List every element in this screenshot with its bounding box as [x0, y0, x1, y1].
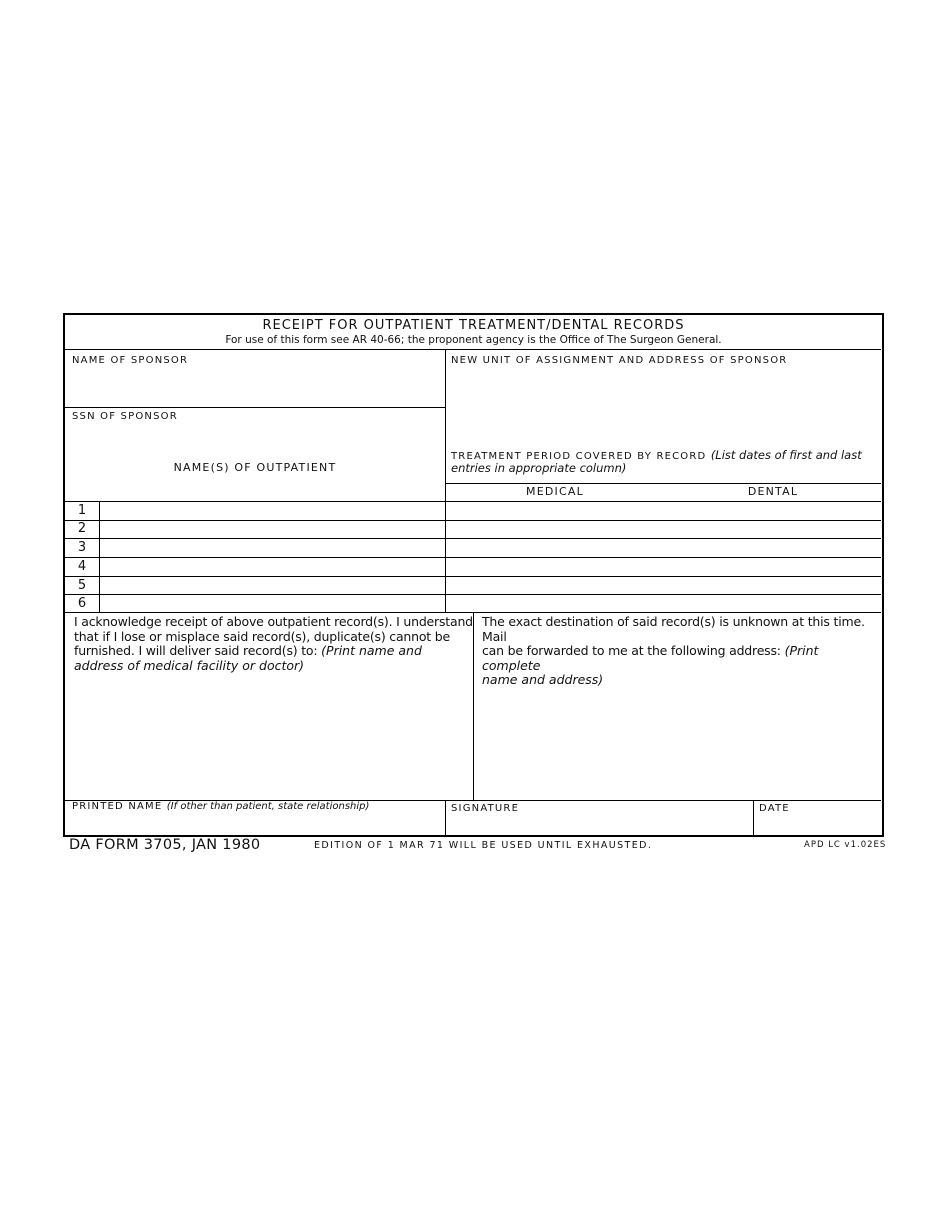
treatment-period-note: (List dates of first and last — [710, 448, 862, 462]
outpatient-name-input[interactable] — [101, 539, 443, 556]
outpatient-name-input[interactable] — [101, 558, 443, 575]
outpatient-name-input[interactable] — [101, 521, 443, 538]
acknowledge-line: I acknowledge receipt of above outpatient record(s). I understand — [74, 614, 473, 629]
outpatient-name-input[interactable] — [101, 502, 443, 519]
version-label: APD LC v1.02ES — [804, 840, 887, 850]
deliver-to-address-input[interactable] — [71, 677, 469, 795]
divider — [65, 349, 881, 350]
treatment-dates-input[interactable] — [447, 558, 879, 575]
destination-line-text: can be forwarded to me at the following address: — [482, 643, 785, 658]
acknowledge-instruction: address of medical facility or doctor) — [74, 657, 305, 673]
row-number: 2 — [77, 521, 87, 536]
acknowledge-instruction: (Print name and — [321, 643, 422, 658]
printed-name-title: PRINTED NAME — [72, 801, 163, 812]
form-title: RECEIPT FOR OUTPATIENT TREATMENT/DENTAL RECORDS — [262, 318, 685, 333]
receipt-form — [63, 313, 884, 837]
printed-name-label — [72, 801, 369, 812]
treatment-dates-input[interactable] — [447, 521, 879, 538]
destination-instruction: (Print complete — [482, 643, 819, 673]
treatment-dates-input[interactable] — [447, 595, 879, 611]
row-number: 1 — [77, 503, 87, 518]
treatment-dates-input[interactable] — [447, 502, 879, 519]
destination-line: The exact destination of said record(s) is unknown at this time. Mail — [482, 614, 865, 644]
sponsor-ssn-input[interactable] — [69, 425, 441, 445]
divider — [445, 349, 446, 612]
divider — [753, 800, 754, 836]
signature-label: SIGNATURE — [451, 803, 520, 814]
acknowledge-text — [74, 615, 474, 673]
printed-name-input[interactable] — [69, 814, 441, 834]
acknowledge-line-text: furnished. I will deliver said record(s) to: — [74, 643, 322, 658]
sponsor-name-input[interactable] — [69, 369, 441, 405]
treatment-dates-input[interactable] — [447, 577, 879, 594]
date-input[interactable] — [755, 816, 879, 834]
acknowledge-line — [74, 644, 474, 659]
outpatient-names-label: NAME(S) OF OUTPATIENT — [173, 461, 337, 474]
dental-column-header: DENTAL — [747, 485, 799, 498]
divider — [445, 800, 446, 836]
row-number: 3 — [77, 540, 87, 555]
treatment-period-title: TREATMENT PERIOD COVERED BY RECORD — [451, 451, 707, 462]
new-unit-label: NEW UNIT OF ASSIGNMENT AND ADDRESS OF SPONSOR — [451, 355, 788, 366]
forwarding-address-input[interactable] — [479, 663, 877, 795]
medical-column-header: MEDICAL — [526, 485, 584, 498]
row-number: 4 — [77, 559, 87, 574]
sponsor-ssn-label: SSN OF SPONSOR — [72, 411, 178, 422]
printed-name-note: (If other than patient, state relationship) — [166, 801, 370, 812]
form-number: DA FORM 3705, JAN 1980 — [69, 837, 261, 853]
signature-input[interactable] — [447, 816, 751, 834]
treatment-dates-input[interactable] — [447, 539, 879, 556]
outpatient-name-input[interactable] — [101, 595, 443, 611]
form-subtitle: For use of this form see AR 40-66; the proponent agency is the Office of The Surgeon General. — [225, 334, 722, 346]
treatment-period-note-2: entries in appropriate column) — [451, 461, 627, 475]
divider — [473, 612, 474, 800]
row-number: 5 — [77, 577, 87, 593]
destination-instruction: name and address) — [482, 672, 604, 687]
sponsor-name-label: NAME OF SPONSOR — [72, 355, 189, 366]
acknowledge-line — [74, 659, 474, 674]
outpatient-name-input[interactable] — [101, 577, 443, 594]
new-unit-address-input[interactable] — [451, 369, 875, 441]
acknowledge-line: that if I lose or misplace said record(s), duplicate(s) cannot be — [74, 628, 451, 644]
divider — [99, 501, 100, 612]
date-label: DATE — [759, 803, 790, 814]
row-number: 6 — [77, 596, 87, 611]
edition-note: EDITION OF 1 MAR 71 WILL BE USED UNTIL EXHAUSTED. — [314, 840, 653, 851]
divider — [445, 483, 881, 484]
divider — [65, 407, 445, 408]
